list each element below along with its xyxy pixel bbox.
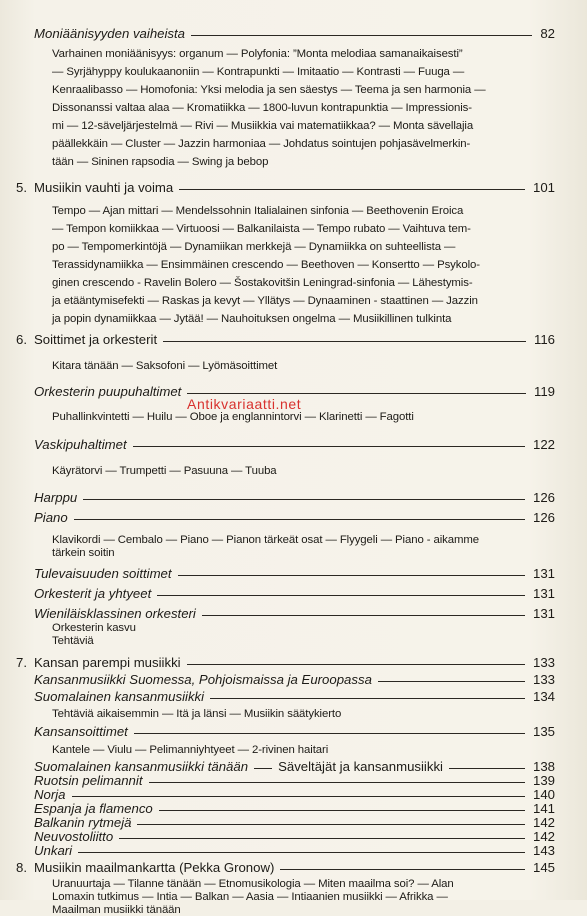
- toc-subtopic-line: ja popin dynamiikkaa — Jytää! — Nauhoituksen ongelma — Musiikillinen tulkinta: [52, 313, 452, 325]
- toc-subtopic-line: päällekkäin — Cluster — Jazzin harmoniaa — Johdatus sointujen pohjasävelmerkin-: [52, 138, 471, 150]
- page-number: 133: [532, 672, 555, 687]
- section-title: Orkesterit ja yhtyeet: [34, 586, 152, 601]
- toc-subtopic-line: Lomaxin tutkimus — Intia — Balkan — Aasia — Intiaanien musiikki — Afrikka —: [52, 891, 448, 903]
- section-title: Wieniläisklassinen orkesteri: [34, 606, 196, 621]
- leader-rule: [134, 733, 525, 734]
- page-number: 145: [532, 860, 555, 875]
- leader-rule: [202, 615, 525, 616]
- section-title: Piano: [34, 510, 68, 525]
- toc-subtopic-line: tärkein soitin: [52, 547, 115, 559]
- chapter-number: 6.: [16, 332, 27, 347]
- page-number: 142: [532, 815, 555, 830]
- toc-subtopic-line: Käyrätorvi — Trumpetti — Pasuuna — Tuuba: [52, 465, 277, 477]
- leader-rule: [137, 824, 525, 825]
- leader-rule: [163, 341, 526, 342]
- leader-rule: [119, 838, 525, 839]
- leader-rule: [378, 681, 525, 682]
- section-title: Moniäänisyyden vaiheista: [34, 26, 186, 41]
- section-title: Neuvostoliitto: [34, 829, 114, 844]
- leader-rule: [83, 499, 525, 500]
- toc-subtopic-line: tään — Sininen rapsodia — Swing ja bebop: [52, 156, 269, 168]
- toc-subtopic-line: Tehtäviä aikaisemmin — Itä ja länsi — Musiikin säätykierto: [52, 708, 342, 720]
- leader-rule: [179, 189, 525, 190]
- page-number: 142: [532, 829, 555, 844]
- page-number: 131: [532, 586, 555, 601]
- toc-subtopic-line: — Tempon komiikkaa — Virtuoosi — Balkanilaista — Tempo rubato — Vaihtuva tem-: [52, 223, 471, 235]
- leader-rule: [187, 393, 526, 394]
- section-title: Orkesterin puupuhaltimet: [34, 384, 182, 399]
- leader-rule: [72, 796, 525, 797]
- section-title: Kansanmusiikki Suomessa, Pohjoismaissa ja Euroopassa: [34, 672, 372, 687]
- leader-rule: [159, 810, 525, 811]
- leader-rule: [254, 768, 272, 769]
- section-title: Harppu: [34, 490, 78, 505]
- chapter-title: Soittimet ja orkesterit: [34, 332, 158, 347]
- section-title: Espanja ja flamenco: [34, 801, 153, 816]
- page-number: 139: [532, 773, 555, 788]
- chapter-number: 5.: [16, 180, 27, 195]
- toc-subtopic-line: Puhallinkvintetti — Huilu — Oboe ja englannintorvi — Klarinetti — Fagotti: [52, 411, 414, 423]
- section-title: Suomalainen kansanmusiikki: [34, 689, 205, 704]
- page-number: 119: [533, 384, 555, 399]
- toc-subtopic-line: ja etääntymisefekti — Raskas ja kevyt — Yllätys — Dynaaminen - staattinen — Jazzin: [52, 295, 478, 307]
- leader-rule: [157, 595, 525, 596]
- leader-rule: [210, 698, 525, 699]
- toc-subtopic-line: Kitara tänään — Saksofoni — Lyömäsoittimet: [52, 360, 278, 372]
- leader-rule: [74, 519, 525, 520]
- page-number: 138: [532, 759, 555, 774]
- leader-rule: [187, 664, 525, 665]
- toc-subtopic-line: mi — 12-säveljärjestelmä — Rivi — Musiikkia vai matematiikkaa? — Monta sävellajia: [52, 120, 474, 132]
- section-title: Tulevaisuuden soittimet: [34, 566, 172, 581]
- watermark-text: Antikvariaatti.net: [187, 396, 302, 412]
- page-number: 141: [532, 801, 555, 816]
- chapter-title: Musiikin maailmankartta (Pekka Gronow): [34, 860, 275, 875]
- page-number: 131: [532, 606, 555, 621]
- toc-subtopic-line: Tempo — Ajan mittari — Mendelssohnin Italialainen sinfonia — Beethovenin Eroica: [52, 205, 464, 217]
- leader-rule: [280, 869, 525, 870]
- toc-subtopic-line: Kantele — Viulu — Pelimanniyhtyeet — 2-rivinen haitari: [52, 744, 329, 756]
- leader-rule: [133, 446, 525, 447]
- section-title: Vaskipuhaltimet: [34, 437, 127, 452]
- page-number: 116: [533, 332, 555, 347]
- leader-rule: [149, 782, 525, 783]
- section-title: Norja: [34, 787, 66, 802]
- section-title: Suomalainen kansanmusiikki tänään: [34, 759, 249, 774]
- toc-subtopic-line: Klavikordi — Cembalo — Piano — Pianon tärkeät osat — Flyygeli — Piano - aikamme: [52, 534, 480, 546]
- section-title: Balkanin rytmejä: [34, 815, 132, 830]
- page-number: 133: [532, 655, 555, 670]
- page-number: 126: [532, 510, 555, 525]
- chapter-number: 7.: [16, 655, 27, 670]
- toc-subtopic-line: Terassidynamiikka — Ensimmäinen crescendo — Beethoven — Konsertto — Psykolo-: [52, 259, 480, 271]
- page-number: 126: [532, 490, 555, 505]
- chapter-number: 8.: [16, 860, 27, 875]
- toc-subtopic-line: Varhainen moniäänisyys: organum — Polyfonia: ”Monta melodiaa samanaikaisesti”: [52, 48, 463, 60]
- page-number: 131: [532, 566, 555, 581]
- toc-subtopic-line: Tehtäviä: [52, 635, 94, 647]
- toc-subtopic-line: Orkesterin kasvu: [52, 622, 136, 634]
- page-number: 134: [532, 689, 555, 704]
- page-number: 101: [532, 180, 555, 195]
- page-number: 82: [540, 26, 555, 41]
- toc-subtopic-line: Dissonanssi valtaa alaa — Kromatiikka — 1800-luvun kontrapunktia — Impressionis-: [52, 102, 472, 114]
- page-number: 135: [532, 724, 555, 739]
- chapter-title: Kansan parempi musiikki: [34, 655, 181, 670]
- toc-subtopic-line: po — Tempomerkintöjä — Dynamiikan merkkejä — Dynamiikka on suhteellista —: [52, 241, 456, 253]
- toc-subtopic-line: Uranuurtaja — Tilanne tänään — Etnomusikologia — Miten maailma soi? — Alan: [52, 878, 454, 890]
- toc-subtopic-line: Maailman musiikki tänään: [52, 904, 181, 916]
- toc-subtopic-line: — Syrjähyppy koulukaanoniin — Kontrapunkti — Imitaatio — Kontrasti — Fuuga —: [52, 66, 465, 78]
- section-title: Unkari: [34, 843, 73, 858]
- toc-subtopic-line: ginen crescendo - Ravelin Bolero — Šostakovitšin Leningrad-sinfonia — Lähestymis-: [52, 277, 473, 289]
- page-number: 143: [532, 843, 555, 858]
- page-number: 122: [532, 437, 555, 452]
- toc-subtopic-line: Kenraalibasso — Homofonia: Yksi melodia ja sen säestys — Teema ja sen harmonia —: [52, 84, 486, 96]
- leader-rule: [449, 768, 525, 769]
- leader-rule: [78, 852, 525, 853]
- leader-rule: [178, 575, 525, 576]
- chapter-title: Musiikin vauhti ja voima: [34, 180, 174, 195]
- section-title: Kansansoittimet: [34, 724, 128, 739]
- section-subtitle: Säveltäjät ja kansanmusiikki: [278, 759, 443, 774]
- leader-rule: [191, 35, 532, 36]
- page-number: 140: [532, 787, 555, 802]
- section-title: Ruotsin pelimannit: [34, 773, 143, 788]
